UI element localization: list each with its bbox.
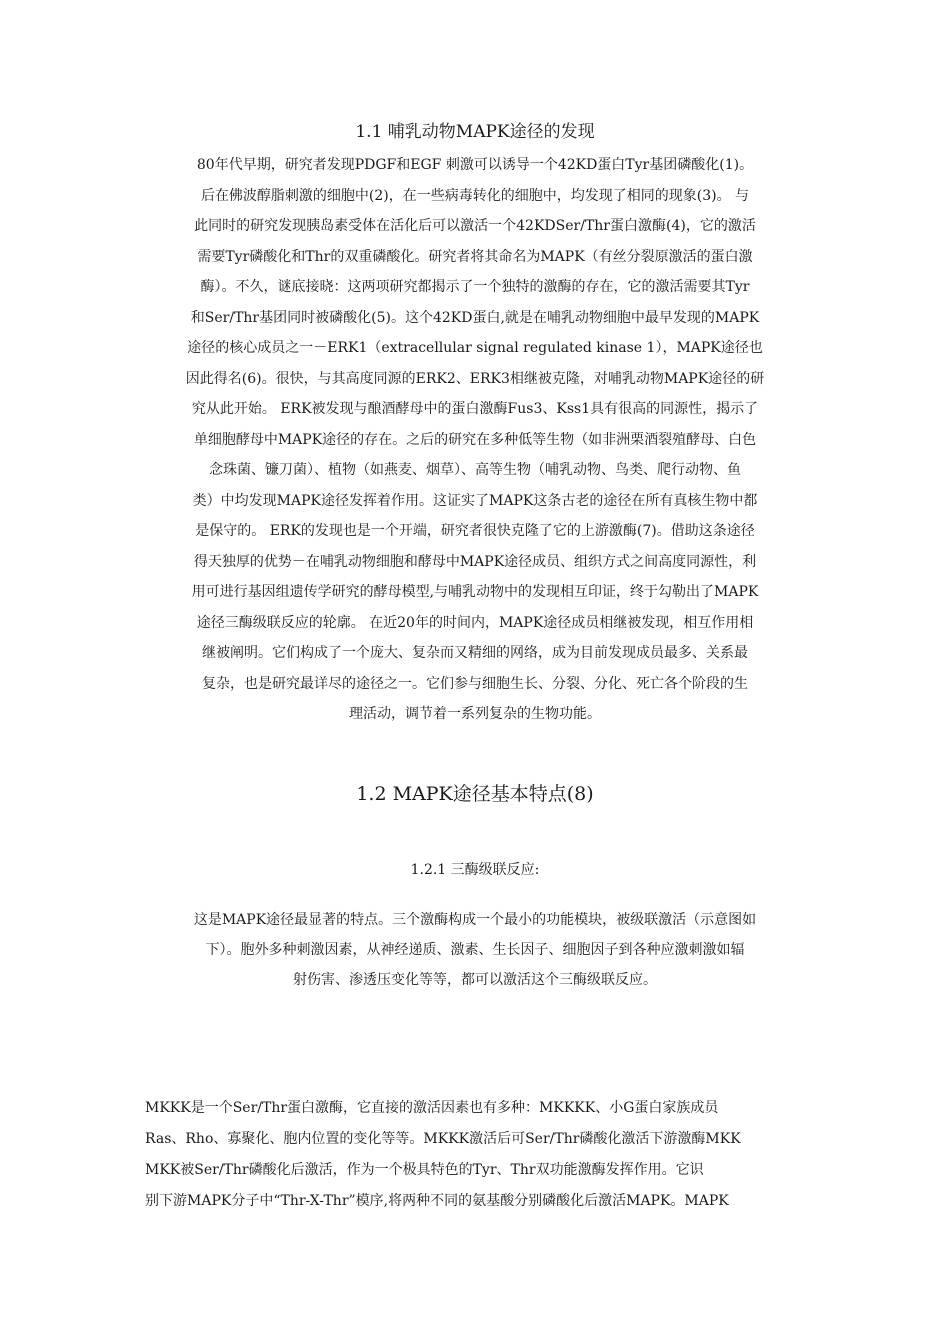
text-line: 因此得名(6)。很快，与其高度同源的ERK2、ERK3相继被克隆，对哺乳动物MAPK途径的研 xyxy=(185,370,765,387)
text-line: 射伤害、渗透压变化等等，都可以激活这个三酶级联反应。 xyxy=(293,972,657,988)
text-line: 酶）。不久，谜底接晓：这两项研究都揭示了一个独特的激酶的存在，它的激活需要其Tyr xyxy=(200,279,750,295)
text-line: 途径的核心成员之一－ERK1（extracellular signal regulated kinase 1），MAPK途径也 xyxy=(187,340,763,356)
text-line: 此同时的研究发现胰岛素受体在活化后可以激活一个42KDSer/Thr蛋白激酶(4)，它的激活 xyxy=(194,218,756,234)
text-line: MKKK是一个Ser/Thr蛋白激酶，它直接的激活因素也有多种：MKKKK、小G蛋白家族成员 xyxy=(145,1100,719,1116)
text-line: 类）中均发现MAPK途径发挥着作用。这证实了MAPK这条古老的途径在所有真核生物中都 xyxy=(192,492,758,509)
text-line: 途径三酶级联反应的轮廓。 在近20年的时间内，MAPK途径成员相继被发现，相互作用相 xyxy=(196,614,754,631)
text-line: 复杂，也是研究最详尽的途径之一。它们参与细胞生长、分裂、分化、死亡各个阶段的生 xyxy=(202,675,748,692)
section-heading-1-2: 1.2 MAPK途径基本特点(8) xyxy=(356,783,594,805)
text-line: 单细胞酵母中MAPK途径的存在。之后的研究在多种低等生物（如非洲栗酒裂殖酵母、白色 xyxy=(193,431,757,448)
text-line: 继被阐明。它们构成了一个庞大、复杂而又精细的网络，成为目前发现成员最多、关系最 xyxy=(202,645,748,661)
text-line: MKK被Ser/Thr磷酸化后激活，作为一个极具特色的Tyr、Thr双功能激酶发挥作用。它识 xyxy=(145,1162,704,1178)
text-line: 究从此开始。 ERK被发现与酿酒酵母中的蛋白激酶Fus3、Kss1具有很高的同源性，揭示了 xyxy=(191,401,759,417)
text-line: 需要Tyr磷酸化和Thr的双重磷酸化。研究者将其命名为MAPK（有丝分裂原激活的蛋白激 xyxy=(197,248,753,265)
text-line: 这是MAPK途径最显著的特点。三个激酶构成一个最小的功能模块，被级联激活（示意图如 xyxy=(193,912,757,928)
section-heading-1-1: 1.1 哺乳动物MAPK途径的发现 xyxy=(355,122,595,142)
subsection-heading-1-2-1: 1.2.1 三酶级联反应: xyxy=(410,862,540,878)
text-line: 别下游MAPK分子中“Thr-X-Thr”模序,将两种不同的氨基酸分别磷酸化后激活MAPK。MAPK xyxy=(145,1193,729,1209)
section-1-1-paragraph xyxy=(140,150,810,730)
text-line: 用可进行基因组遗传学研究的酵母模型,与哺乳动物中的发现相互印证，终于勾勒出了MAPK xyxy=(191,584,759,600)
text-line: 下）。胞外多种刺激因素，从神经递质、激素、生长因子、细胞因子到各种应激刺激如辐 xyxy=(205,942,745,958)
text-line: 和Ser/Thr基团同时被磷酸化(5)。这个42KD蛋白,就是在哺乳动物细胞中最早发现的MAPK xyxy=(190,309,760,326)
text-line: 后在佛波醇脂刺激的细胞中(2)，在一些病毒转化的细胞中，均发现了相同的现象(3)。 与 xyxy=(200,187,750,204)
text-line: 80年代早期，研究者发现PDGF和EGF 刺激可以诱导一个42KD蛋白Tyr基团磷酸化(1)。 xyxy=(196,157,754,173)
text-line: 得天独厚的优势－在哺乳动物细胞和酵母中MAPK途径成员、组织方式之间高度同源性，利 xyxy=(193,553,757,570)
section-1-2-1-paragraph xyxy=(140,905,810,995)
text-line: Ras、Rho、寡聚化、胞内位置的变化等等。MKKK激活后可Ser/Thr磷酸化激活下游激酶MKK xyxy=(145,1131,741,1147)
text-line: 念珠菌、镰刀菌）、植物（如燕麦、烟草）、高等生物（哺乳动物、鸟类、爬行动物、鱼 xyxy=(209,462,741,478)
mkkk-paragraph xyxy=(145,1093,805,1217)
text-line: 理活动，调节着一系列复杂的生物功能。 xyxy=(349,706,601,722)
text-line: 是保守的。 ERK的发现也是一个开端，研究者很快克隆了它的上游激酶(7)。借助这条途径 xyxy=(195,523,755,539)
